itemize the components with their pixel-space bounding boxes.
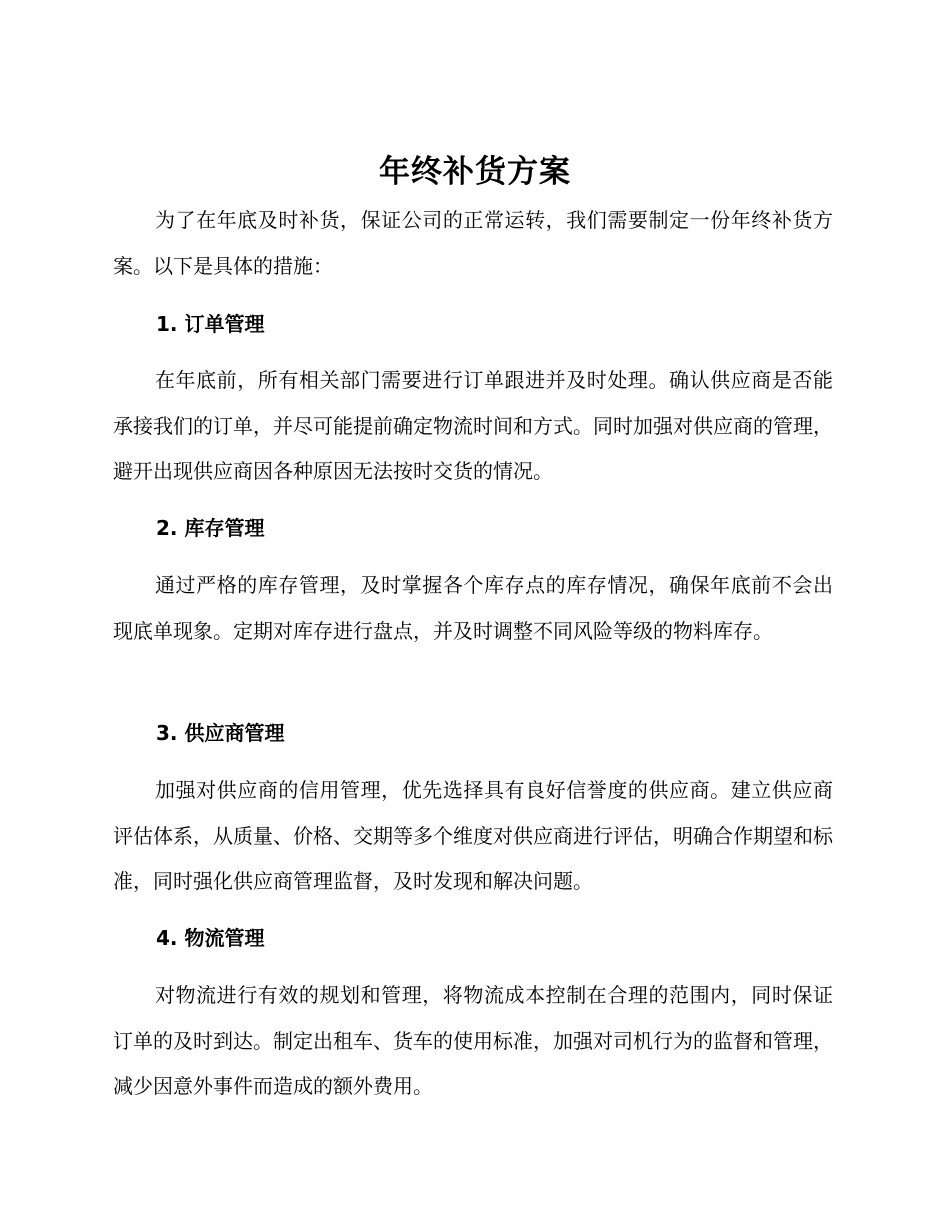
section-heading-inventory: 2. 库存管理: [156, 516, 265, 540]
section-heading-logistics: 4. 物流管理: [156, 926, 265, 950]
intro-paragraph: 为了在年底及时补货，保证公司的正常运转，我们需要制定一份年终补货方案。以下是具体的措施：: [113, 208, 833, 278]
section-heading-order: 1. 订单管理: [156, 312, 265, 336]
document-title: 年终补货方案: [379, 154, 571, 190]
section-body-order: 在年底前，所有相关部门需要进行订单跟进并及时处理。确认供应商是否能承接我们的订单，并尽可能提前确定物流时间和方式。同时加强对供应商的管理，避开出现供应商因各种原因无法按时交货的情况。: [113, 368, 833, 483]
section-body-inventory: 通过严格的库存管理，及时掌握各个库存点的库存情况，确保年底前不会出现底单现象。定期对库存进行盘点，并及时调整不同风险等级的物料库存。: [113, 573, 833, 643]
section-body-logistics: 对物流进行有效的规划和管理，将物流成本控制在合理的范围内，同时保证订单的及时到达。制定出租车、货车的使用标准，加强对司机行为的监督和管理，减少因意外事件而造成的额外费用。: [113, 983, 833, 1098]
section-heading-supplier: 3. 供应商管理: [156, 721, 285, 745]
section-body-supplier: 加强对供应商的信用管理，优先选择具有良好信誉度的供应商。建立供应商评估体系，从质量、价格、交期等多个维度对供应商进行评估，明确合作期望和标准，同时强化供应商管理监督，及时发现和解决问题。: [113, 778, 833, 893]
